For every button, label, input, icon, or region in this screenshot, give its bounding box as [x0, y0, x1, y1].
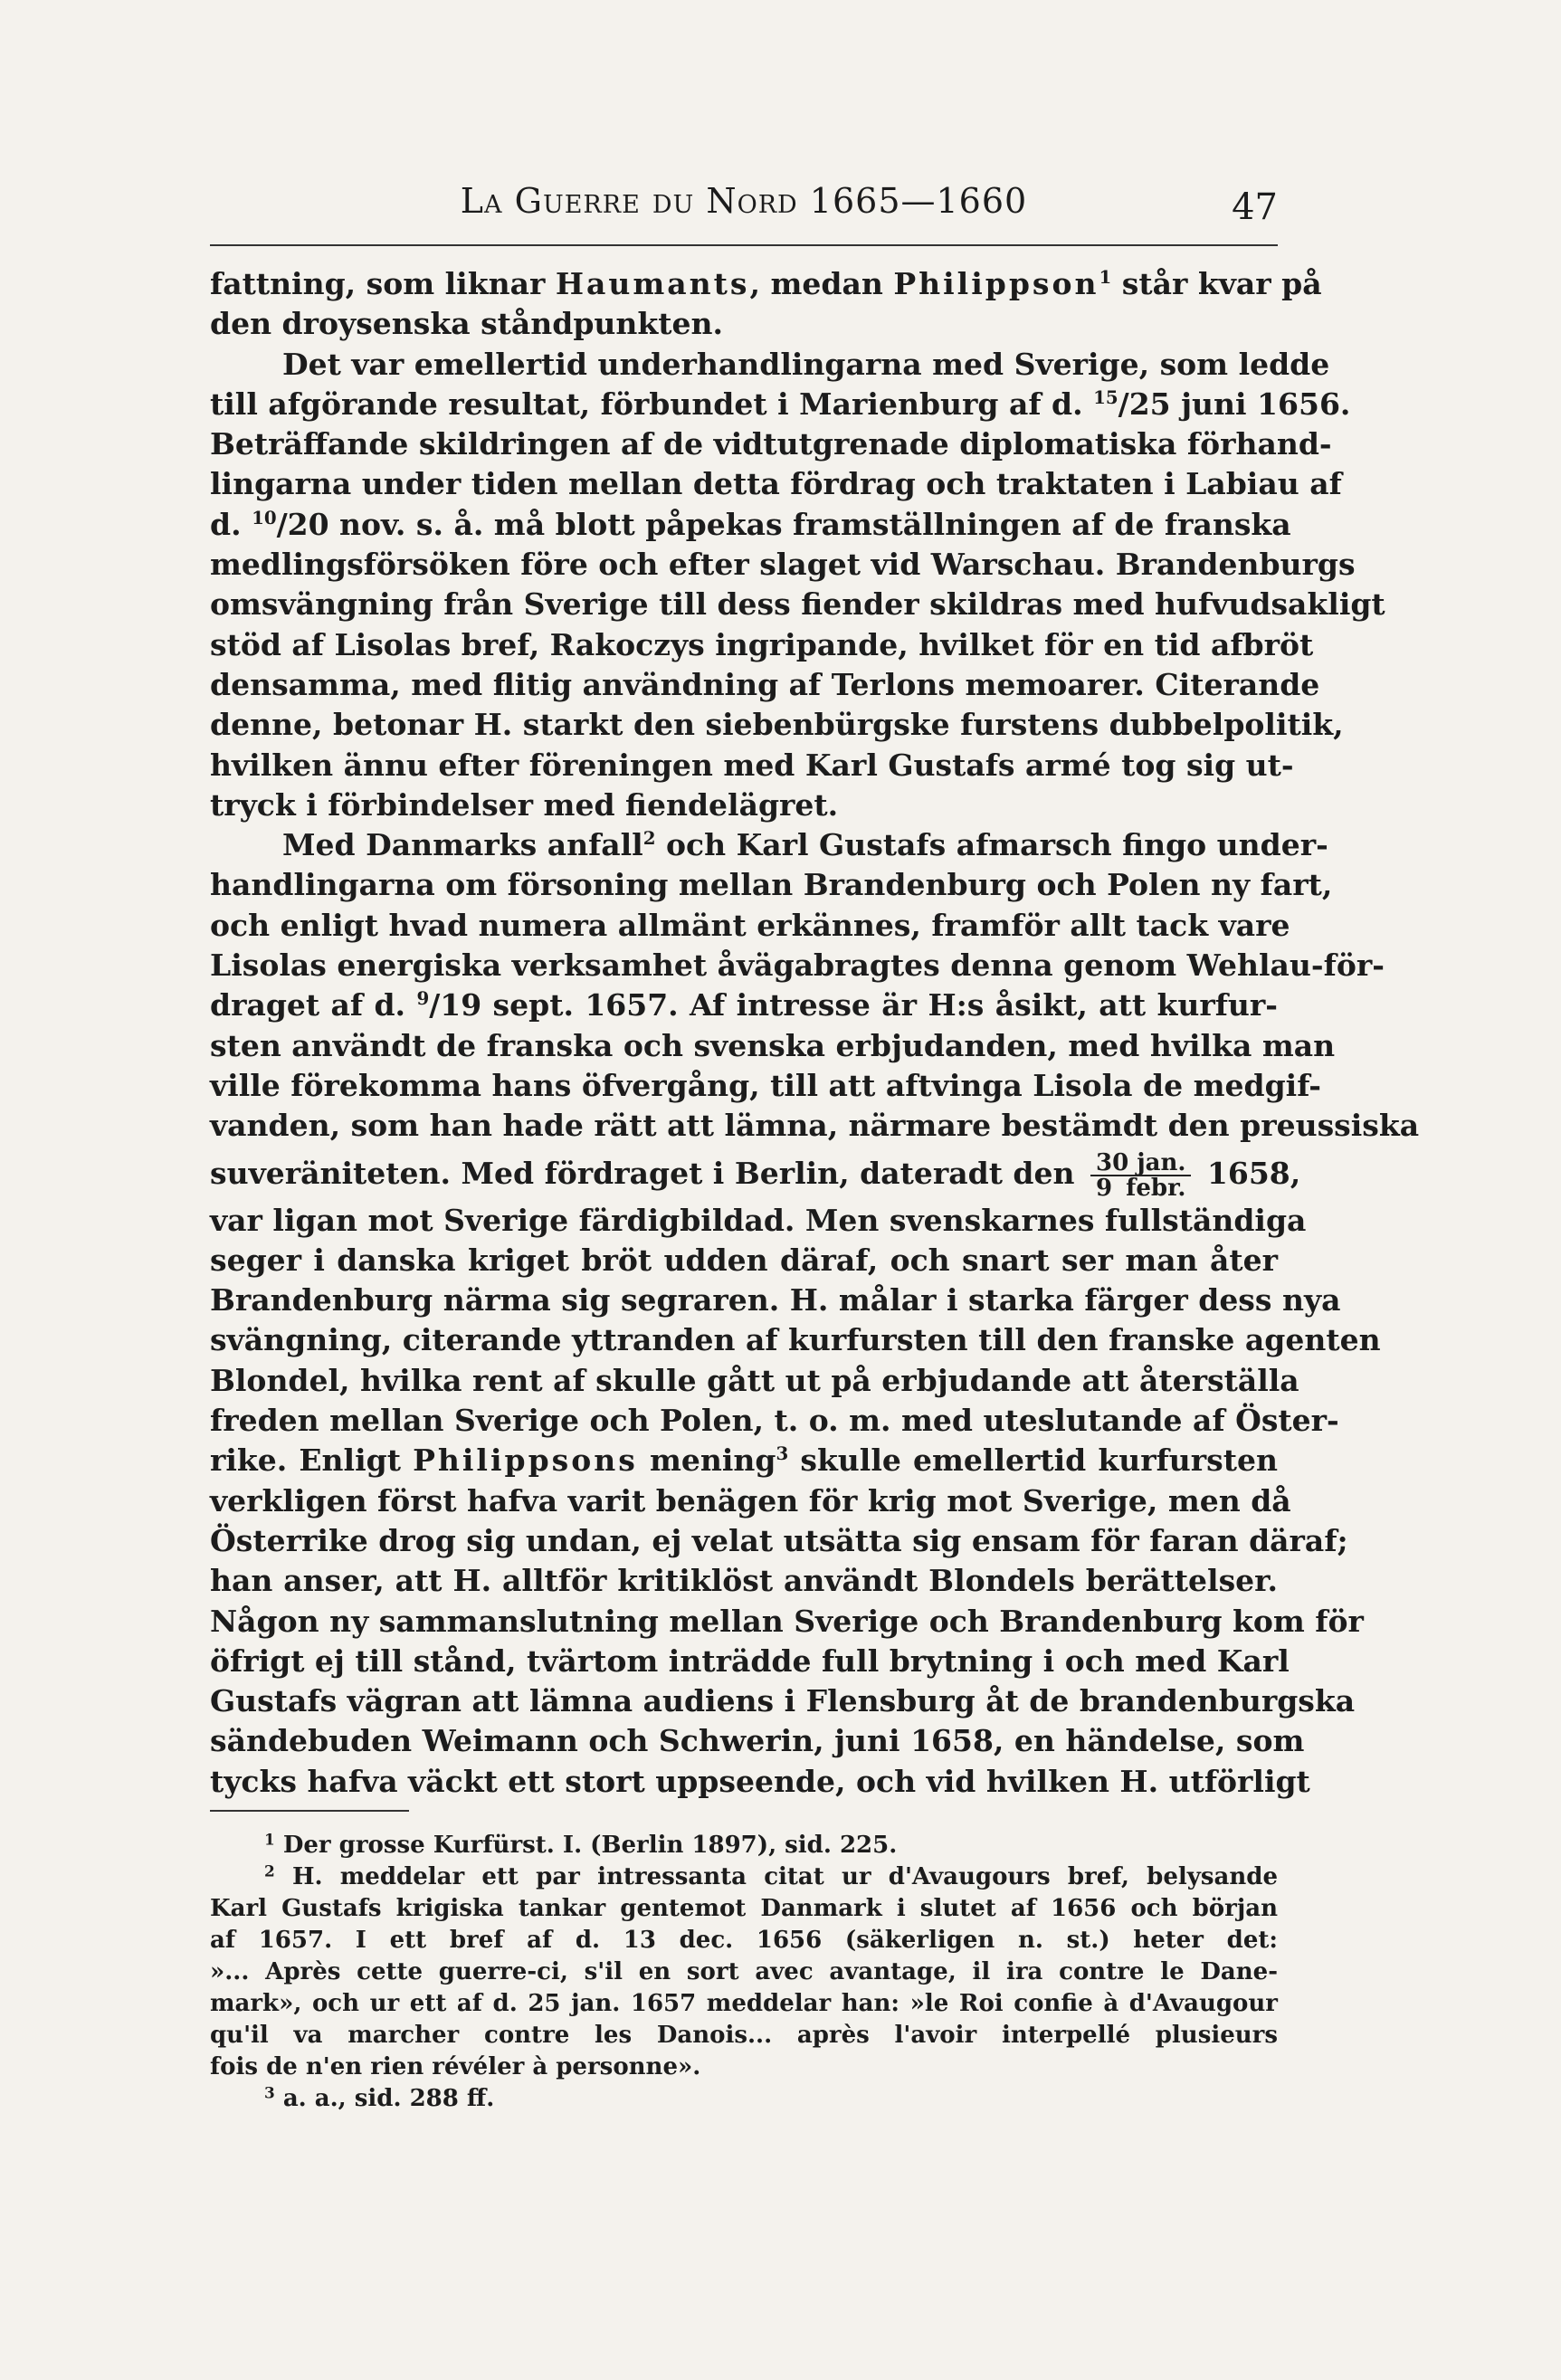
text-run: till afgörande resultat, förbundet i Marienburg af d.: [210, 386, 1094, 422]
text-run: sändebuden Weimann och Schwerin, juni 1658, en händelse, som: [210, 1723, 1305, 1759]
footnote-line: [210, 1893, 1278, 1925]
text-run: Lisolas energiska verksamhet åvägabragtes denna genom Wehlau-för-: [210, 947, 1385, 984]
text-run: står kvar på: [1111, 266, 1322, 301]
text-line: [210, 1441, 1278, 1480]
text-line: [210, 1642, 1290, 1681]
text-line: [210, 1320, 1381, 1360]
text-run: /19 sept. 1657. Af intresse är H:s åsikt, att kurfur-: [429, 987, 1278, 1023]
footnote-marker: 15: [1093, 386, 1118, 409]
text-run: svängning, citerande yttranden af kurfursten till den franske agenten: [210, 1322, 1381, 1358]
footnote-marker: 10: [252, 506, 277, 528]
text-run: denne, betonar H. starkt den siebenbürgske furstens dubbelpolitik,: [210, 707, 1344, 743]
date-fraction: [1090, 1148, 1191, 1202]
page-header: [210, 181, 1278, 235]
text-run: 1658,: [1196, 1155, 1301, 1191]
text-line: [210, 705, 1344, 745]
text-run: Beträffande skildringen af de vidtutgrenade diplomatiska förhand-: [210, 426, 1332, 462]
text-line: [210, 865, 1333, 905]
text-run: rike. Enligt: [210, 1442, 414, 1479]
running-title: La Guerre du Nord 1665—1660: [460, 181, 1028, 221]
text-run: mening: [637, 1442, 776, 1479]
text-run: Gustafs vägran att lämna audiens i Flensburg åt de brandenburgska: [210, 1683, 1356, 1719]
text-run: freden mellan Sverige och Polen, t. o. m. med uteslutande af Öster-: [210, 1403, 1339, 1439]
text-run: tycks hafva väckt ett stort uppseende, och vid hvilken H. utförligt: [210, 1763, 1310, 1799]
text-run: densamma, med flitig användning af Terlons memoarer. Citerande: [210, 666, 1320, 702]
footnote-line: [210, 1861, 1278, 1893]
text-run: var ligan mot Sverige färdigbildad. Men svenskarnes fullständiga: [210, 1202, 1307, 1238]
text-line: [210, 1602, 1364, 1642]
text-run: »... Après cette guerre-ci, s'il en sort avec avantage, il ira contre le Dane-: [210, 1958, 1278, 1985]
spaced-name: Haumants: [555, 266, 750, 301]
text-line: [210, 345, 1330, 385]
text-run: handlingarna om försoning mellan Brandenburg och Polen ny fart,: [210, 867, 1333, 903]
text-run: och enligt hvad numera allmänt erkännes, framför allt tack vare: [210, 907, 1290, 943]
fraction-bottom: 9 febr.: [1095, 1174, 1186, 1202]
text-line: [210, 1241, 1278, 1280]
text-run: Karl Gustafs krigiska tankar gentemot Danmark i slutet af 1656 och början: [210, 1895, 1278, 1922]
text-run: Österrike drog sig undan, ej velat utsätta sig ensam för faran däraf;: [210, 1522, 1348, 1558]
text-line: [210, 625, 1314, 665]
text-line: [210, 545, 1356, 585]
text-line: [210, 505, 1291, 545]
text-run: verkligen först hafva varit benägen för krig mot Sverige, men då: [210, 1482, 1291, 1518]
text-run: suveräniteten. Med fördraget i Berlin, dateradt den: [210, 1155, 1085, 1191]
text-run: /20 nov. s. å. må blott påpekas framställningen af de franska: [276, 506, 1291, 542]
text-run: öfrigt ej till stånd, tvärtom inträdde full brytning i och med Karl: [210, 1642, 1290, 1679]
text-run: stöd af Lisolas bref, Rakoczys ingripande, hvilket för en tid afbröt: [210, 626, 1314, 662]
text-run: Det var emellertid underhandlingarna med Sverige, som ledde: [282, 346, 1330, 382]
footnote-line: [210, 1956, 1278, 1988]
text-line: [210, 985, 1278, 1025]
text-run: tryck i förbindelser med fiendelägret.: [210, 786, 839, 823]
text-run: sten användt de franska och svenska erbjudanden, med hvilka man: [210, 1027, 1336, 1063]
text-line: [210, 1066, 1321, 1106]
text-run: Der grosse Kurfürst. I. (Berlin 1897), sid. 225.: [274, 1832, 898, 1859]
text-run: Blondel, hvilka rent af skulle gått ut på erbjudande att återställa: [210, 1362, 1299, 1398]
text-line: [210, 1201, 1307, 1241]
text-run: Brandenburg närma sig segraren. H. målar i starka färger dess nya: [210, 1282, 1341, 1319]
text-line: [210, 665, 1320, 705]
text-line: [210, 1681, 1356, 1721]
text-line: [210, 1026, 1336, 1066]
text-line: [210, 385, 1351, 424]
footnote-line: [210, 2052, 1278, 2083]
text-run: skulle emellertid kurfursten: [788, 1442, 1278, 1479]
text-line: [210, 746, 1294, 785]
text-run: Någon ny sammanslutning mellan Sverige och Brandenburg kom för: [210, 1603, 1364, 1639]
spaced-name: Philippson: [893, 266, 1099, 301]
text-run: Med Danmarks anfall: [282, 827, 643, 863]
text-run: qu'il va marcher contre les Danois... après l'avoir interpellé plusieurs: [210, 2022, 1278, 2049]
footnote-marker: 1: [264, 1830, 275, 1849]
footnote-marker: 2: [642, 827, 656, 850]
text-run: lingarna under tiden mellan detta fördrag och traktaten i Labiau af: [210, 466, 1342, 502]
text-line: [210, 304, 1278, 344]
footnote-line: [210, 1830, 1278, 1861]
header-rule: [210, 244, 1278, 246]
footnote-marker: 2: [264, 1861, 275, 1880]
text-run: omsvängning från Sverige till dess fiender skildras med hufvudsakligt: [210, 586, 1385, 623]
text-run: seger i danska kriget bröt udden däraf, och snart ser man åter: [210, 1242, 1278, 1278]
text-line: [210, 1721, 1305, 1761]
text-line: [210, 1106, 1420, 1146]
body-text: [210, 264, 1420, 1802]
text-line: [210, 1561, 1278, 1601]
text-run: och Karl Gustafs afmarsch fingo under-: [655, 827, 1328, 863]
footnote-line: [210, 2020, 1278, 2052]
text-line: [210, 264, 1322, 304]
text-line: [210, 585, 1385, 624]
footnote-marker: 3: [776, 1442, 789, 1465]
text-run: vanden, som han hade rätt att lämna, närmare bestämdt den preussiska: [210, 1108, 1420, 1144]
text-line: [210, 424, 1332, 464]
page-number: 47: [1232, 186, 1278, 228]
text-run: hvilken ännu efter föreningen med Karl Gustafs armé tog sig ut-: [210, 747, 1294, 783]
text-line: [210, 946, 1385, 985]
text-line: [210, 1361, 1299, 1401]
footnote-line: [210, 1988, 1278, 2020]
text-run: , medan: [749, 266, 894, 301]
text-run: fois de n'en rien révéler à personne».: [210, 2053, 701, 2080]
text-run: d.: [210, 506, 252, 542]
text-run: draget af d.: [210, 987, 417, 1023]
footnote-line: [210, 1925, 1278, 1956]
text-line: [210, 906, 1290, 946]
text-run: medlingsförsöken före och efter slaget vid Warschau. Brandenburgs: [210, 547, 1356, 583]
footnote-marker: 3: [264, 2083, 275, 2102]
text-line: [210, 464, 1342, 504]
text-run: /25 juni 1656.: [1118, 386, 1351, 422]
fraction-top: 30 jan.: [1090, 1151, 1191, 1176]
text-line: [210, 1280, 1341, 1320]
footnote-marker: 9: [416, 987, 430, 1010]
text-run: fattning, som liknar: [210, 266, 556, 301]
text-run: a. a., sid. 288 ff.: [274, 2085, 495, 2112]
footnotes: [210, 1830, 1278, 2115]
footnote-line: [210, 2083, 1278, 2115]
text-run: af 1657. I ett bref af d. 13 dec. 1656 (säkerligen n. st.) heter det:: [210, 1927, 1278, 1954]
text-line: [210, 1401, 1339, 1441]
text-run: den droysenska ståndpunkten.: [210, 306, 723, 342]
footnote-marker: 1: [1099, 266, 1112, 289]
text-line: [210, 1147, 1301, 1202]
text-line: [210, 1481, 1291, 1521]
text-run: H. meddelar ett par intressanta citat ur d'Avaugours bref, belysande: [274, 1863, 1278, 1890]
text-line: [210, 785, 1278, 825]
text-line: [210, 825, 1328, 865]
text-run: mark», och ur ett af d. 25 jan. 1657 meddelar han: »le Roi confie à d'Avaugour: [210, 1990, 1278, 2017]
spaced-name: Philippsons: [413, 1442, 638, 1479]
footnote-rule: [210, 1810, 409, 1812]
text-run: han anser, att H. alltför kritiklöst användt Blondels berättelser.: [210, 1563, 1278, 1599]
text-line: [210, 1762, 1310, 1802]
text-line: [210, 1521, 1348, 1561]
text-run: ville förekomma hans öfvergång, till att aftvinga Lisola de medgif-: [210, 1067, 1321, 1103]
